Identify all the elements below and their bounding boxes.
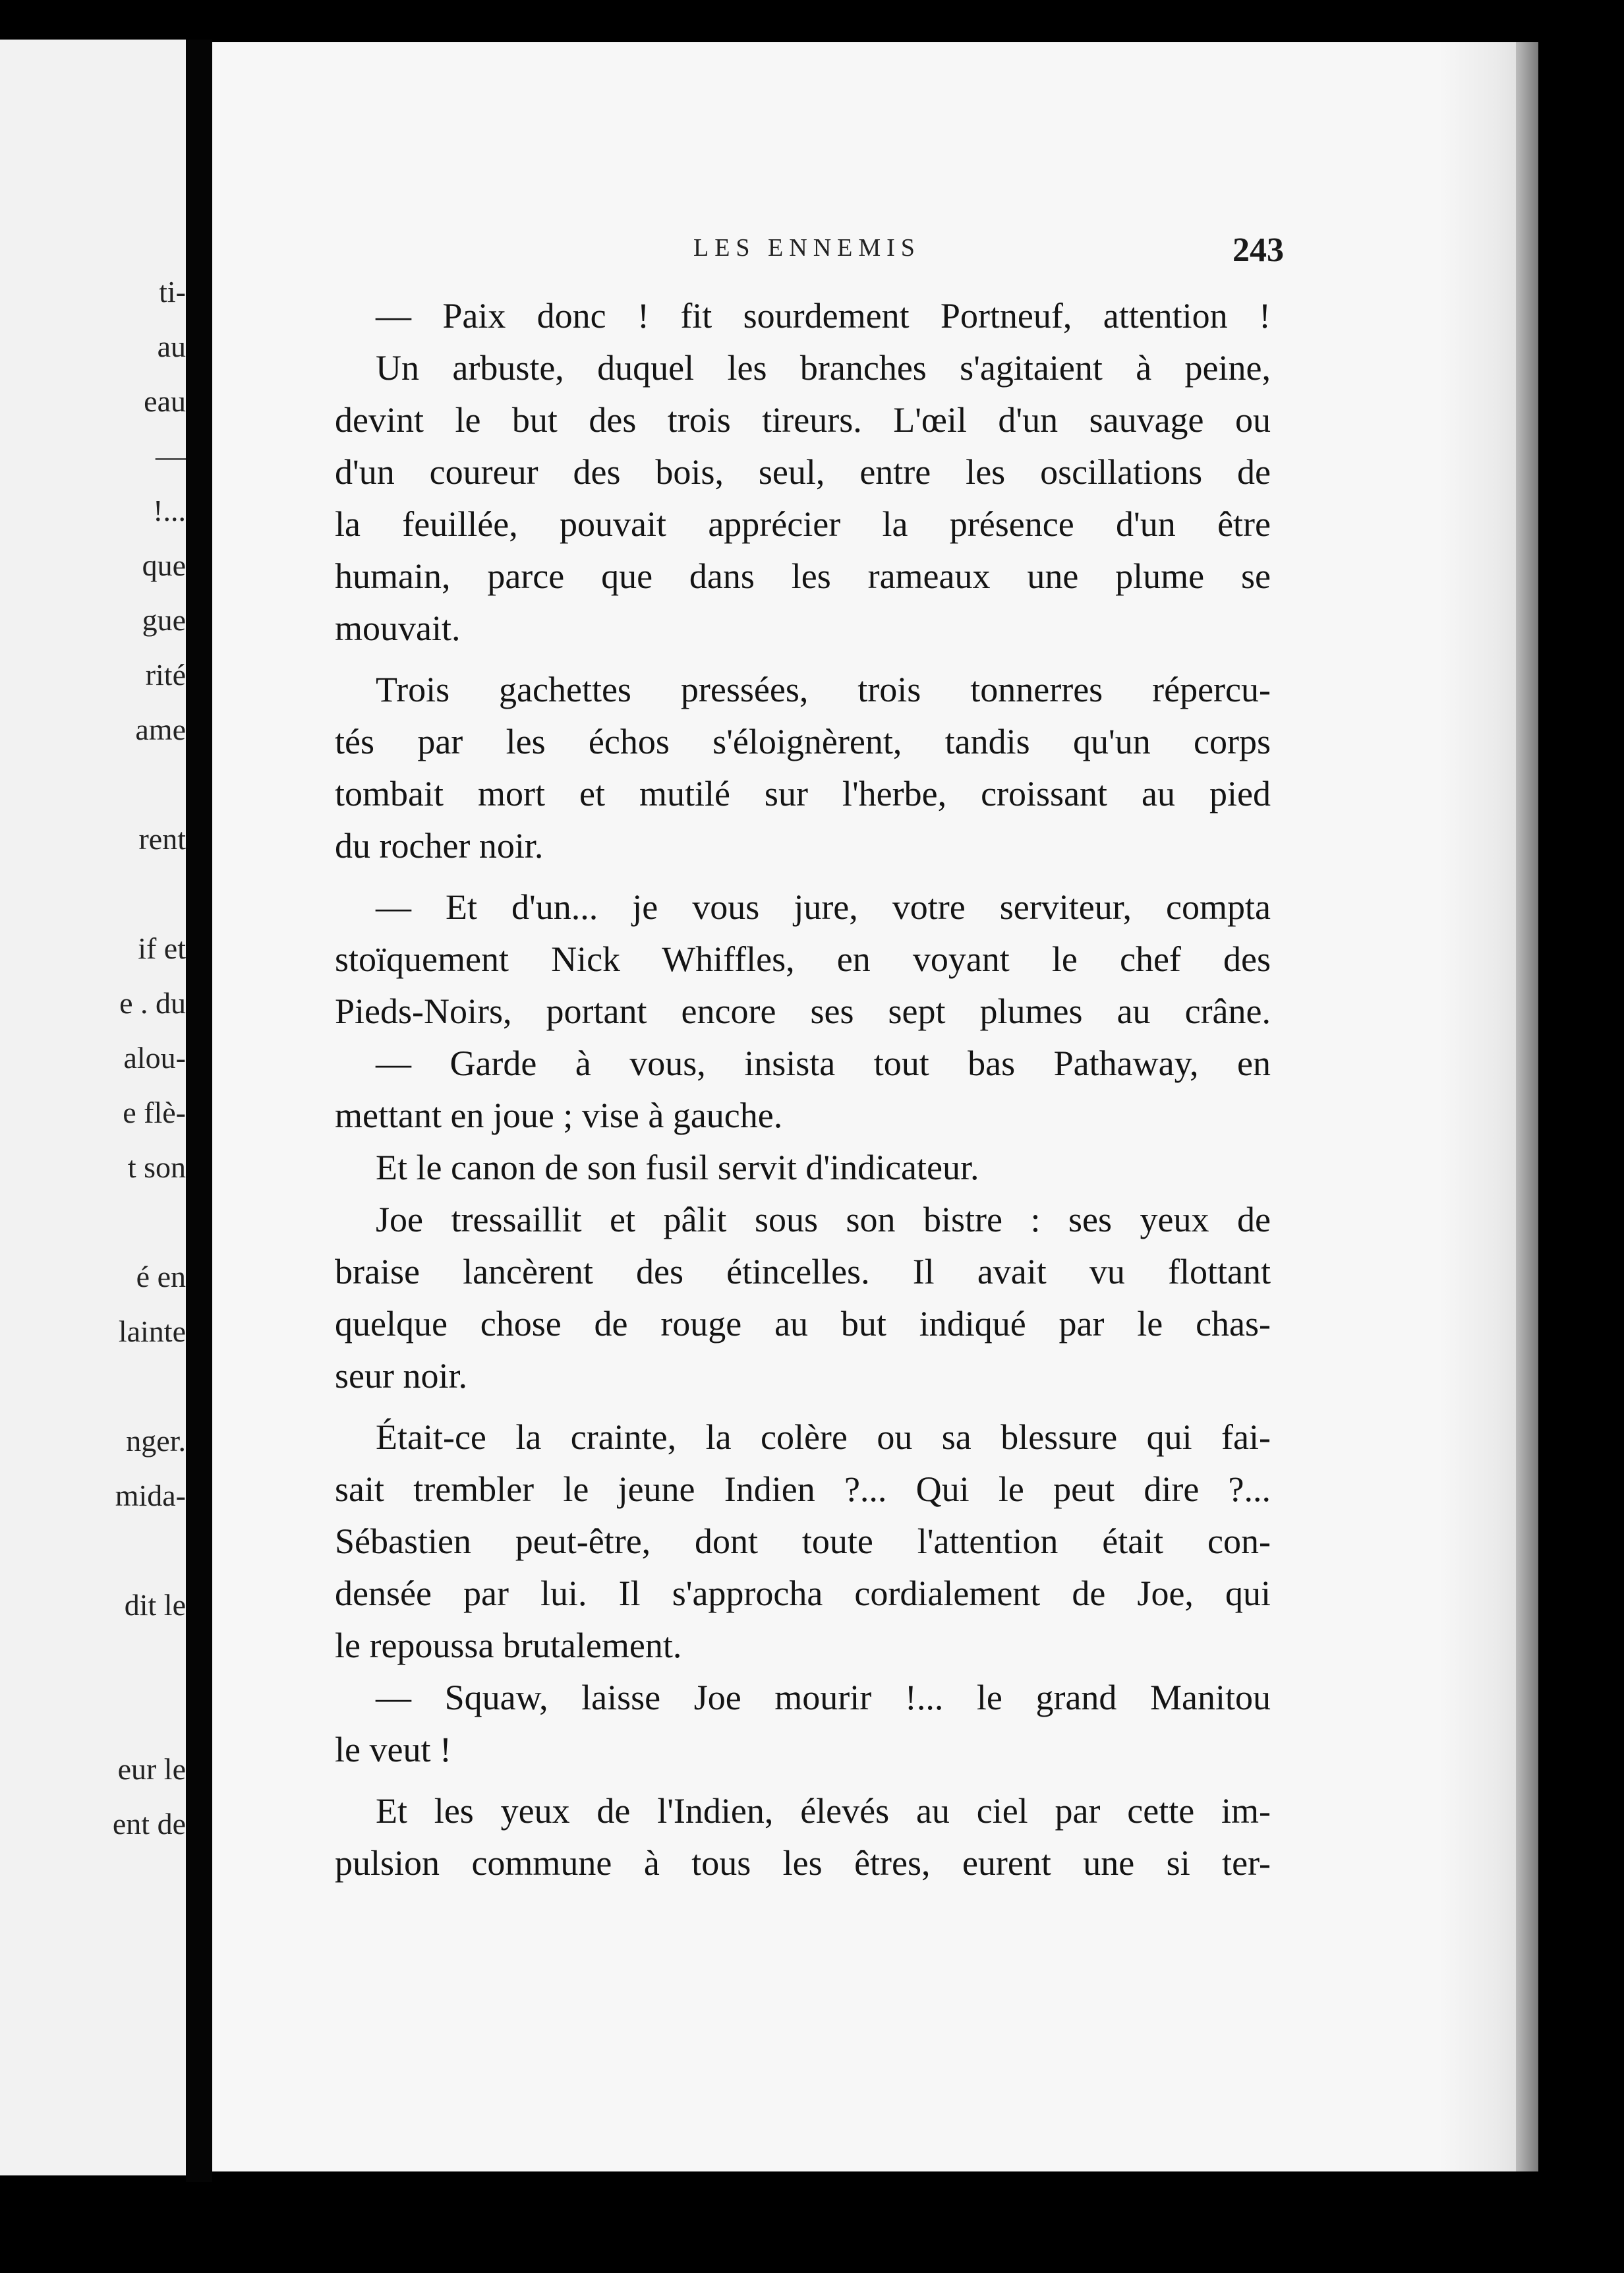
text-line: Sébastien peut-être, dont toute l'attention était con- (335, 1521, 1271, 1561)
left-page-line: eur le (117, 1752, 186, 1786)
right-page (212, 42, 1537, 2171)
text-line: densée par lui. Il s'approcha cordialement de Joe, qui (335, 1574, 1271, 1613)
text-line: sait trembler le jeune Indien ?... Qui le peut dire ?... (335, 1469, 1271, 1509)
left-page-line: ti- (159, 275, 186, 309)
text-line: — Squaw, laisse Joe mourir !... le grand Manitou (376, 1678, 1271, 1717)
left-page-line: ame (135, 713, 186, 746)
left-page-line: rent (138, 822, 186, 856)
left-page-line: mida- (115, 1479, 186, 1512)
text-line: devint le but des trois tireurs. L'œil d'un sauvage ou (335, 400, 1271, 440)
text-line: stoïquement Nick Whiffles, en voyant le chef des (335, 939, 1271, 979)
text-line: seur noir. (335, 1356, 467, 1396)
left-page-line: !... (153, 494, 186, 527)
text-line: — Et d'un... je vous jure, votre serviteur, compta (376, 887, 1271, 927)
left-page-line: eau (144, 384, 186, 418)
left-page-line: e flè- (123, 1096, 186, 1129)
left-page-line: au (157, 330, 186, 363)
text-line: du rocher noir. (335, 826, 544, 866)
left-page-line: if et (138, 931, 186, 965)
text-line: d'un coureur des bois, seul, entre les oscillations de (335, 452, 1271, 492)
text-line: la feuillée, pouvait apprécier la présence d'un être (335, 504, 1271, 544)
book-gutter (186, 40, 212, 2182)
left-page-line: é en (136, 1260, 186, 1293)
left-page-line: que (142, 548, 186, 582)
page-edge-shadow (1516, 42, 1538, 2171)
text-line: — Garde à vous, insista tout bas Pathaway, en (376, 1044, 1271, 1083)
text-line: le veut ! (335, 1730, 451, 1769)
left-page-line: gue (142, 603, 186, 637)
text-line: quelque chose de rouge au but indiqué par le chas- (335, 1304, 1271, 1343)
text-line: tés par les échos s'éloignèrent, tandis qu'un corps (335, 722, 1271, 761)
page-body-text (335, 290, 1271, 1889)
text-line: tombait mort et mutilé sur l'herbe, croissant au pied (335, 774, 1271, 813)
left-page-line: ent de (112, 1807, 186, 1841)
text-line: Était-ce la crainte, la colère ou sa blessure qui fai- (376, 1417, 1271, 1457)
left-page-line: alou- (123, 1041, 186, 1075)
left-page-line: lainte (118, 1314, 186, 1348)
page-number: 243 (1232, 231, 1284, 269)
left-page-fragment (0, 40, 186, 2175)
left-page-line: dit le (124, 1588, 186, 1622)
text-line: le repoussa brutalement. (335, 1626, 682, 1665)
text-line: Un arbuste, duquel les branches s'agitaient à peine, (376, 348, 1271, 388)
text-line: mouvait. (335, 608, 461, 648)
left-page-line: e . du (119, 986, 186, 1020)
text-line: pulsion commune à tous les êtres, eurent une si ter- (335, 1843, 1271, 1883)
text-line: — Paix donc ! fit sourdement Portneuf, attention ! (376, 296, 1271, 336)
text-line: Pieds-Noirs, portant encore ses sept plumes au crâne. (335, 991, 1271, 1031)
text-line: Trois gachettes pressées, trois tonnerres répercu- (376, 670, 1271, 709)
left-page-line: t son (127, 1150, 186, 1184)
text-line: Joe tressaillit et pâlit sous son bistre : ses yeux de (376, 1200, 1271, 1239)
text-line: Et le canon de son fusil servit d'indicateur. (376, 1148, 979, 1187)
left-page-line: — (156, 439, 186, 473)
text-line: humain, parce que dans les rameaux une plume se (335, 556, 1271, 596)
running-title: LES ENNEMIS (693, 234, 921, 262)
text-line: mettant en joue ; vise à gauche. (335, 1096, 783, 1135)
left-page-line: rité (145, 658, 186, 692)
text-line: Et les yeux de l'Indien, élevés au ciel par cette im- (376, 1791, 1271, 1831)
left-page-line: nger. (126, 1424, 186, 1458)
text-line: braise lancèrent des étincelles. Il avait vu flottant (335, 1252, 1271, 1291)
